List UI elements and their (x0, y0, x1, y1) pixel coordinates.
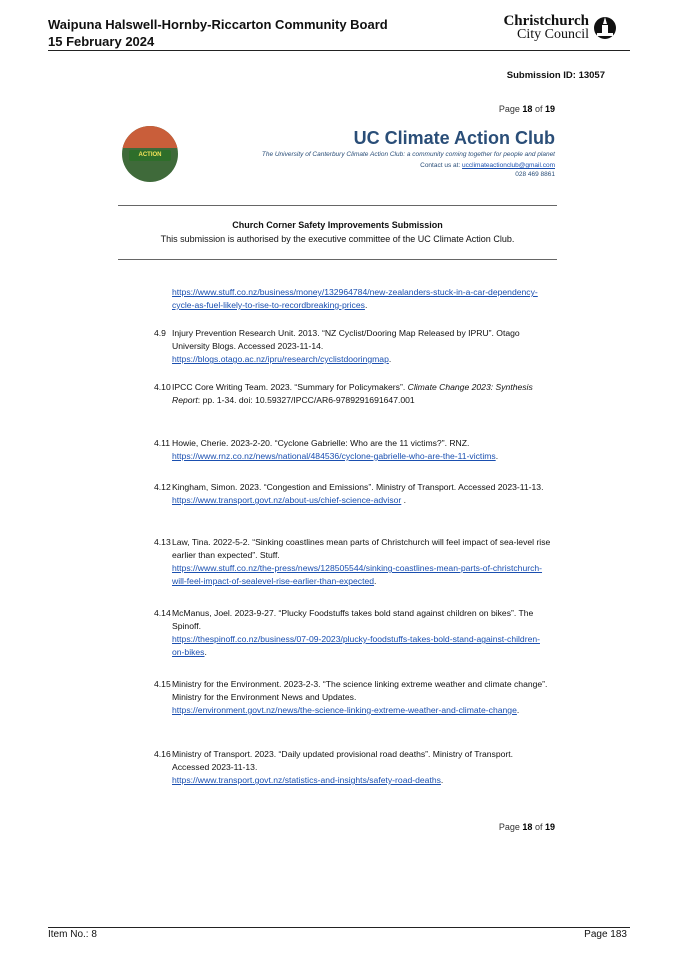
club-name: UC Climate Action Club (353, 128, 555, 148)
reference-italic: Climate Change 2023: Synthesis Report (172, 382, 533, 405)
reference-punct: . (440, 775, 444, 785)
reference-link[interactable]: https://www.rnz.co.nz/news/national/484536/cyclone-gabrielle-who-are-the-11-victims (172, 451, 496, 461)
meeting-date: 15 February 2024 (48, 34, 155, 49)
reference-link[interactable]: https://environment.govt.nz/news/the-science-linking-extreme-weather-and-climate-change (172, 705, 517, 715)
footer-item-no: Item No.: 8 (48, 929, 97, 940)
reference-link[interactable]: https://blogs.otago.ac.nz/ipru/research/cyclistdooringmap (172, 354, 389, 364)
board-name: Waipuna Halswell-Hornby-Riccarton Community Board (48, 17, 388, 32)
reference-number: 4.10 (154, 382, 171, 392)
club-logo-text: ACTION (129, 150, 171, 161)
footer-page: Page 183 (584, 929, 627, 940)
reference-item (154, 437, 552, 463)
reference-item (154, 481, 552, 507)
footer-rule (48, 927, 630, 928)
reference-link[interactable]: https://www.stuff.co.nz/the-press/news/128505544/sinking-coastlines-mean-parts-of-christchurch-will-feel-impact-of-sealevel-rise-earlier-than-expected (172, 563, 543, 586)
reference-link[interactable]: https://thespinoff.co.nz/business/07-09-2023/plucky-foodstuffs-takes-bold-stand-against-children-on-bikes (172, 634, 540, 657)
reference-number: 4.13 (154, 537, 171, 547)
logo-line1: Christchurch (503, 13, 589, 29)
reference-text-cont: : pp. 1-34. doi: 10.59327/IPCC/AR6-9789291691647.001 (197, 395, 415, 405)
submission-id: Submission ID: 13057 (506, 70, 605, 81)
reference-text: Howie, Cherie. 2023-2-20. “Cyclone Gabrielle: Who are the 11 victims?”. RNZ. (172, 438, 470, 448)
cathedral-icon (593, 15, 617, 41)
reference-number: 4.15 (154, 679, 171, 689)
reference-item (154, 536, 552, 588)
reference-item (172, 286, 552, 312)
reference-item (154, 678, 552, 717)
reference-item (154, 607, 552, 659)
reference-punct: . (364, 300, 368, 310)
reference-item (154, 327, 552, 366)
reference-punct: . (204, 647, 207, 657)
club-email-link[interactable]: ucclimateactionclub@gmail.com (462, 162, 555, 169)
reference-link[interactable]: https://www.stuff.co.nz/business/money/132964784/new-zealanders-stuck-in-a-car-dependency-cycle-as-fuel-likely-to-rise-to-recordbreaking-prices (172, 287, 538, 310)
reference-number: 4.9 (154, 328, 166, 338)
club-tagline: The University of Canterbury Climate Action Club: a community coming together for people and planet (261, 151, 555, 158)
reference-item (154, 748, 552, 787)
page-number-top: Page 18 of 19 (498, 104, 555, 114)
reference-punct: . (495, 451, 499, 461)
reference-link[interactable]: https://www.transport.govt.nz/statistics-and-insights/safety-road-deaths (172, 775, 441, 785)
reference-text: Ministry for the Environment. 2023-2-3. “The science linking extreme weather and climate change”. Ministry for the Environment News and Updates. (172, 679, 548, 702)
reference-link[interactable]: https://www.transport.govt.nz/about-us/chief-science-advisor (172, 495, 402, 505)
reference-text: Ministry of Transport. 2023. “Daily updated provisional road deaths”. Ministry of Transport. Accessed 2023-11-13. (172, 749, 514, 772)
page-number-bottom: Page 18 of 19 (498, 822, 555, 832)
reference-text: IPCC Core Writing Team. 2023. “Summary for Policymakers”. (172, 382, 408, 392)
club-phone: 028 469 8861 (515, 171, 555, 178)
reference-number: 4.16 (154, 749, 171, 759)
reference-number: 4.14 (154, 608, 171, 618)
reference-item (154, 381, 552, 407)
submission-authorised: This submission is authorised by the executive committee of the UC Climate Action Club. (160, 234, 515, 244)
reference-text: Law, Tina. 2022-5-2. “Sinking coastlines mean parts of Christchurch will feel impact of sea-level rise earlier than expected”. Stuff. (172, 537, 551, 560)
divider-top (118, 205, 557, 206)
submission-title: Church Corner Safety Improvements Submission (232, 220, 443, 230)
page-header (48, 16, 388, 50)
reference-punct: . (516, 705, 520, 715)
reference-text: McManus, Joel. 2023-9-27. “Plucky Foodstuffs takes bold stand against children on bikes”. The Spinoff. (172, 608, 534, 631)
reference-punct: . (388, 354, 392, 364)
club-logo (122, 126, 178, 182)
reference-text: Kingham, Simon. 2023. “Congestion and Emissions”. Ministry of Transport. Accessed 2023-11-13. (172, 482, 544, 492)
reference-punct: . (401, 495, 407, 505)
reference-number: 4.11 (154, 438, 171, 448)
divider-bottom (118, 259, 557, 260)
club-contact: Contact us at: ucclimateactionclub@gmail.com 028 469 8861 (420, 162, 555, 178)
header-rule (48, 50, 630, 51)
reference-punct: . (374, 576, 377, 586)
reference-text: Injury Prevention Research Unit. 2013. “NZ Cyclist/Dooring Map Released by IPRU”. Otago University Blogs. Accessed 2023-11-14. (172, 328, 520, 351)
logo-line2: City Council (517, 27, 589, 42)
reference-number: 4.12 (154, 482, 171, 492)
ccc-logo (503, 14, 617, 42)
